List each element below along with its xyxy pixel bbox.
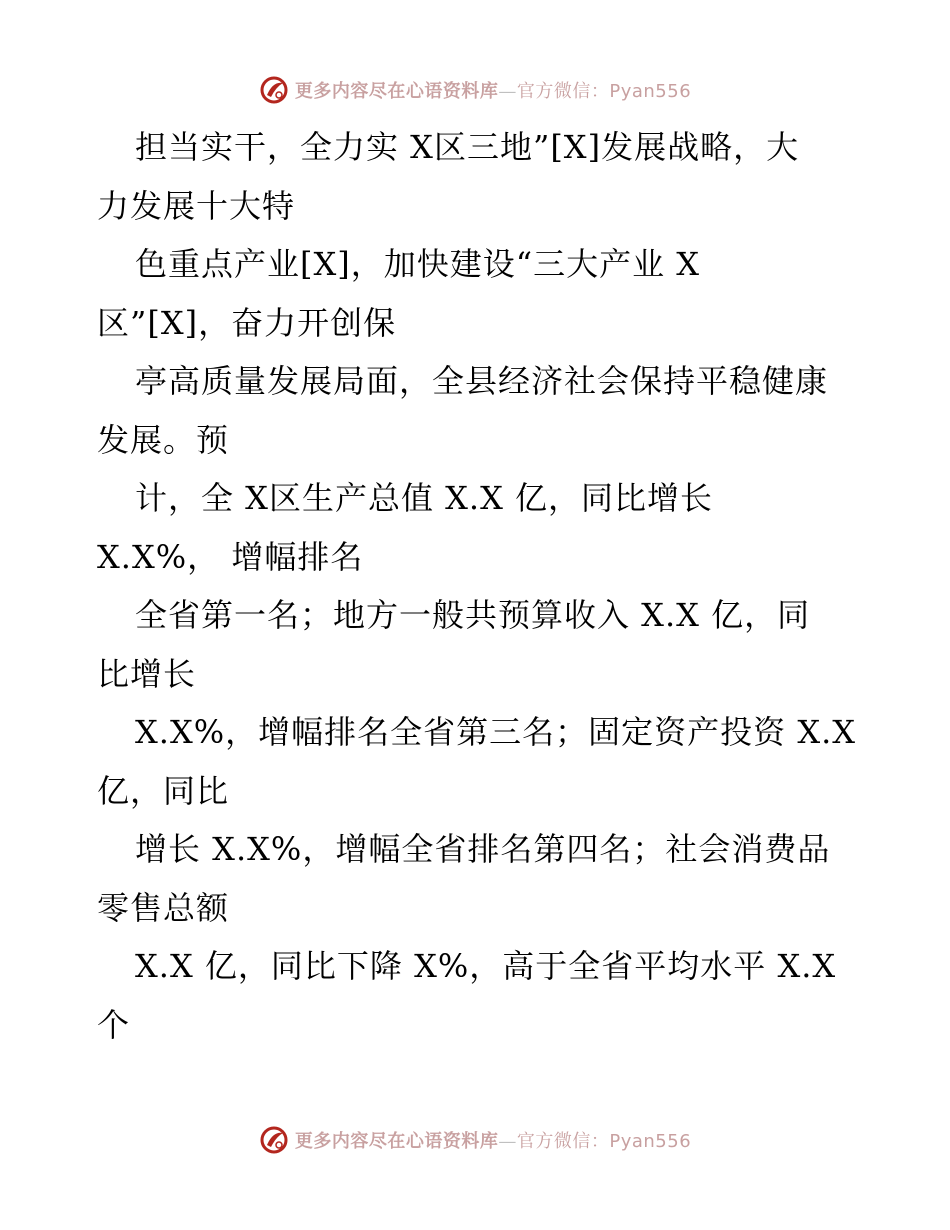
body-line: 零售总额: [97, 888, 230, 927]
body-line: 区”[X]，奋力开创保: [97, 303, 397, 342]
body-line: 亭高质量发展局面，全县经济社会保持平稳健康: [135, 362, 829, 400]
body-line: X.X%，增幅排名全省第三名；固定资产投资 X.X: [135, 713, 857, 751]
header-separator: —: [498, 81, 517, 102]
body-line: 比增长: [97, 654, 197, 693]
header-banner: [0, 70, 950, 110]
body-line: X.X%， 增幅排名: [97, 537, 364, 576]
body-line: 担当实干，全力实 X区三地”[X]发展战略，大: [135, 128, 800, 166]
footer-separator: —: [498, 1131, 517, 1152]
document-body: [97, 118, 857, 1054]
footer-banner: [0, 1120, 950, 1160]
body-line: 个: [97, 1005, 131, 1044]
body-line: 计，全 X区生产总值 X.X 亿，同比增长: [135, 479, 714, 517]
header-site-text: 更多内容尽在心语资料库: [294, 81, 499, 102]
body-line: 全省第一名；地方一般共预算收入 X.X 亿，同: [135, 596, 811, 634]
body-line: 发展。预: [97, 420, 230, 459]
body-line: 增长 X.X%，增幅全省排名第四名；社会消费品: [135, 830, 831, 868]
body-line: 力发展十大特: [97, 186, 296, 225]
body-line: X.X 亿，同比下降 X%，高于全省平均水平 X.X: [135, 947, 837, 985]
header-text: [295, 77, 691, 103]
footer-text: [295, 1127, 691, 1153]
body-line: 色重点产业[X]，加快建设“三大产业 X: [135, 245, 701, 283]
footer-site-text: 更多内容尽在心语资料库: [294, 1131, 499, 1152]
footer-contact-text: 官方微信：Pyan556: [516, 1131, 692, 1152]
brush-logo-icon: [259, 1125, 289, 1155]
brush-logo-icon: [259, 75, 289, 105]
header-contact-text: 官方微信：Pyan556: [516, 81, 692, 102]
body-line: 亿，同比: [97, 771, 230, 810]
